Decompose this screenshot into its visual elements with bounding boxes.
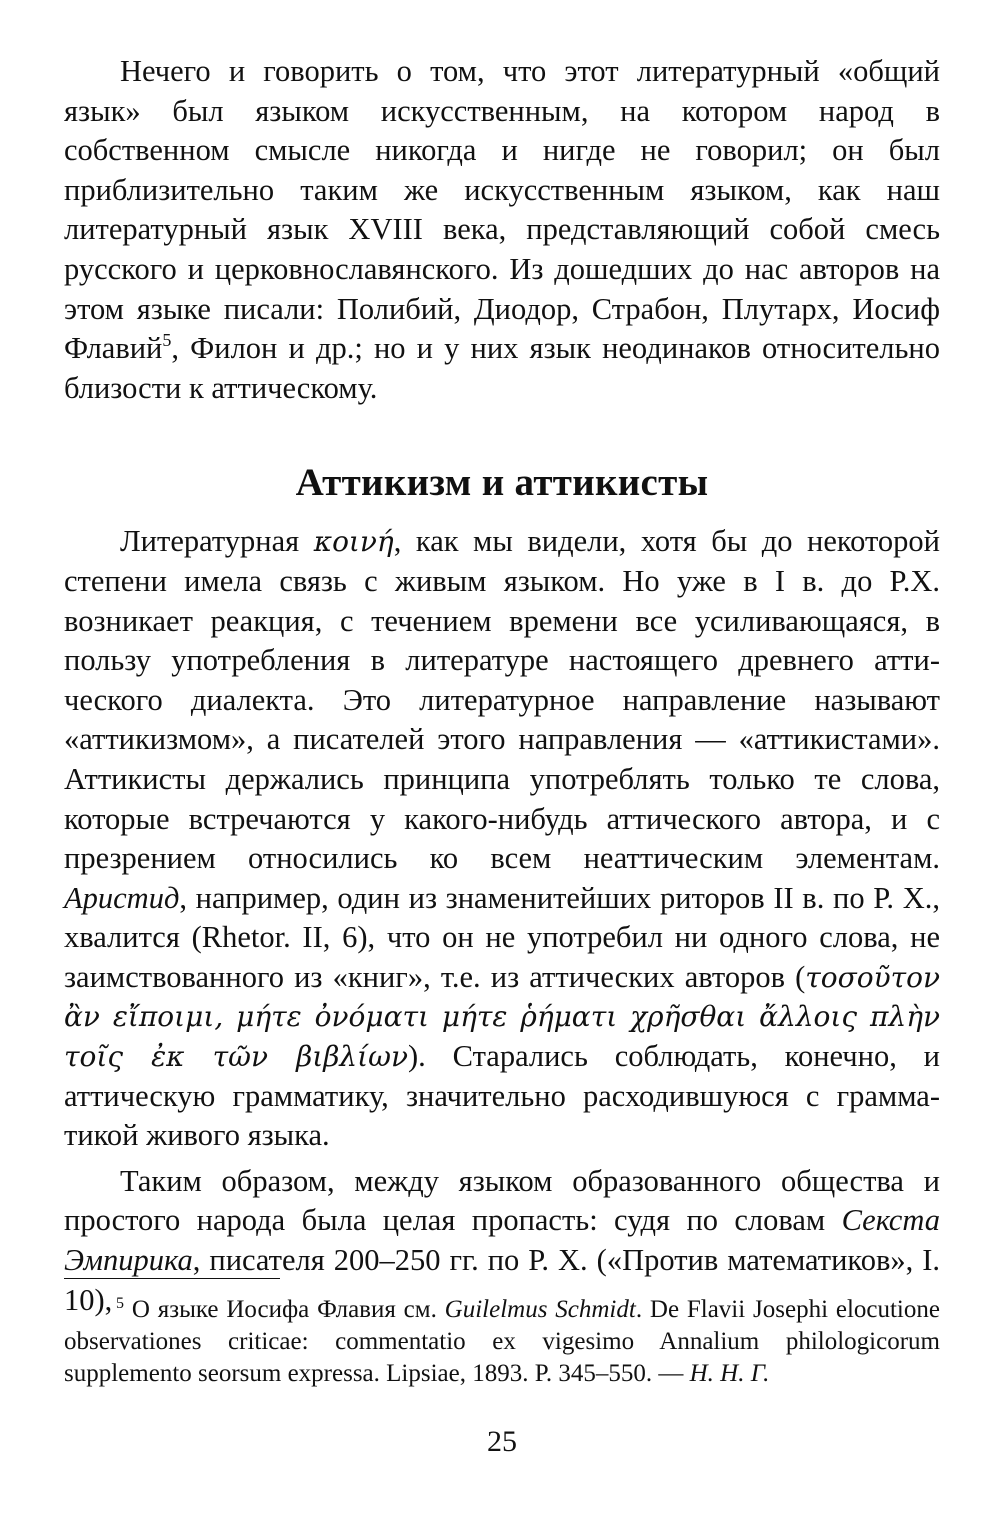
footnote-number: 5 bbox=[116, 1295, 124, 1312]
footnote-divider bbox=[64, 1278, 280, 1279]
greek-word-koine: κοινή bbox=[313, 525, 394, 559]
name-aristid: Аристид bbox=[64, 880, 180, 915]
greek-quotation: τοσοῦτον ἂν εἴποιμι, μήτε ὀνόματι μήτε ῥήματι χρῆσθαι ἄλλοις πλὴν τοῖς ἐκ τῶν βιβλίων bbox=[64, 960, 940, 1074]
paragraph-1-text-b: , Филон и др.; но и у них язык неодинаков относительно близости к аттическому. bbox=[64, 331, 940, 405]
paragraph-2-text-d: ). Старались соблюдать, конечно, и аттическую грамматику, значительно расходившуюся с грамматикой живого языка. bbox=[64, 1039, 940, 1153]
body-paragraph-1 bbox=[64, 52, 940, 408]
footnote-5 bbox=[64, 1294, 940, 1390]
paragraph-3-text-b: , писателя 200–250 гг. по Р. Х. («Против математиков», I. 10), bbox=[64, 1243, 940, 1317]
footnote-reference-5[interactable]: 5 bbox=[162, 330, 172, 351]
paragraph-3-text-a: Таким образом, между языком образованного общества и простого народа была целая пропасть: судя по словам bbox=[64, 1163, 940, 1238]
name-sextus-empiricus: Секста Эмпирика bbox=[64, 1203, 940, 1278]
paragraph-1-text-a: Нечего и говорить о том, что этот литературный «общий язык» был языком искусственным, на котором народ в собственном смысле никогда и нигде не говорил; он был приблизительно таким же искусственным языком, как наш литературный язык XVIII века, представляющий собой смесь русского и церковнославянского. Из дошедших до нас авторов на этом языке писали: Полибий, Диодор, Страбон, Плутарх, Иосиф Флавий bbox=[64, 54, 940, 366]
page-number: 25 bbox=[487, 1425, 517, 1458]
footnote-text-a: О языке Иосифа Флавия см. bbox=[124, 1296, 445, 1323]
paragraph-2-text-b: , как мы видели, хотя бы до некоторой степени имела связь с живым языком. Но уже в I в. до Р.Х. возникает реакция, с течением времени все усиливающаяся, в пользу употребления в литературе настоящего древнего аттического диалекта. Это литературное направление называют «аттикизмом», а писателей этого направления — «аттикистами». Аттикисты держались принципа употреблять только те слова, которые встречаются у какого-нибудь аттического автора, и с презрением относились ко всем неаттическим элементам. bbox=[64, 524, 940, 876]
paragraph-2-text-c: , например, один из знаменитейших риторов II в. по Р. Х., хвалится (Rhetor. II, 6), что он не употребил ни одного слова, не заимствованного из «книг», т.е. из аттических авторов ( bbox=[64, 880, 940, 994]
body-paragraph-2 bbox=[64, 522, 940, 1156]
paragraph-2-text-a: Литературная bbox=[120, 524, 314, 559]
footnote-author: Guilelmus Schmidt bbox=[444, 1296, 636, 1323]
footnote-editor-initials: Н. Н. Г. bbox=[689, 1360, 770, 1387]
book-page bbox=[64, 52, 940, 1492]
section-heading: Аттикизм и аттикисты bbox=[295, 461, 709, 505]
footnote-text-b: . De Flavii Josephi elocutione observationes criticae: commentatio ex vigesimo Annalium philologicorum supplemento seorsum expressa. Lipsiae, 1893. P. 345–550. — bbox=[64, 1296, 940, 1387]
